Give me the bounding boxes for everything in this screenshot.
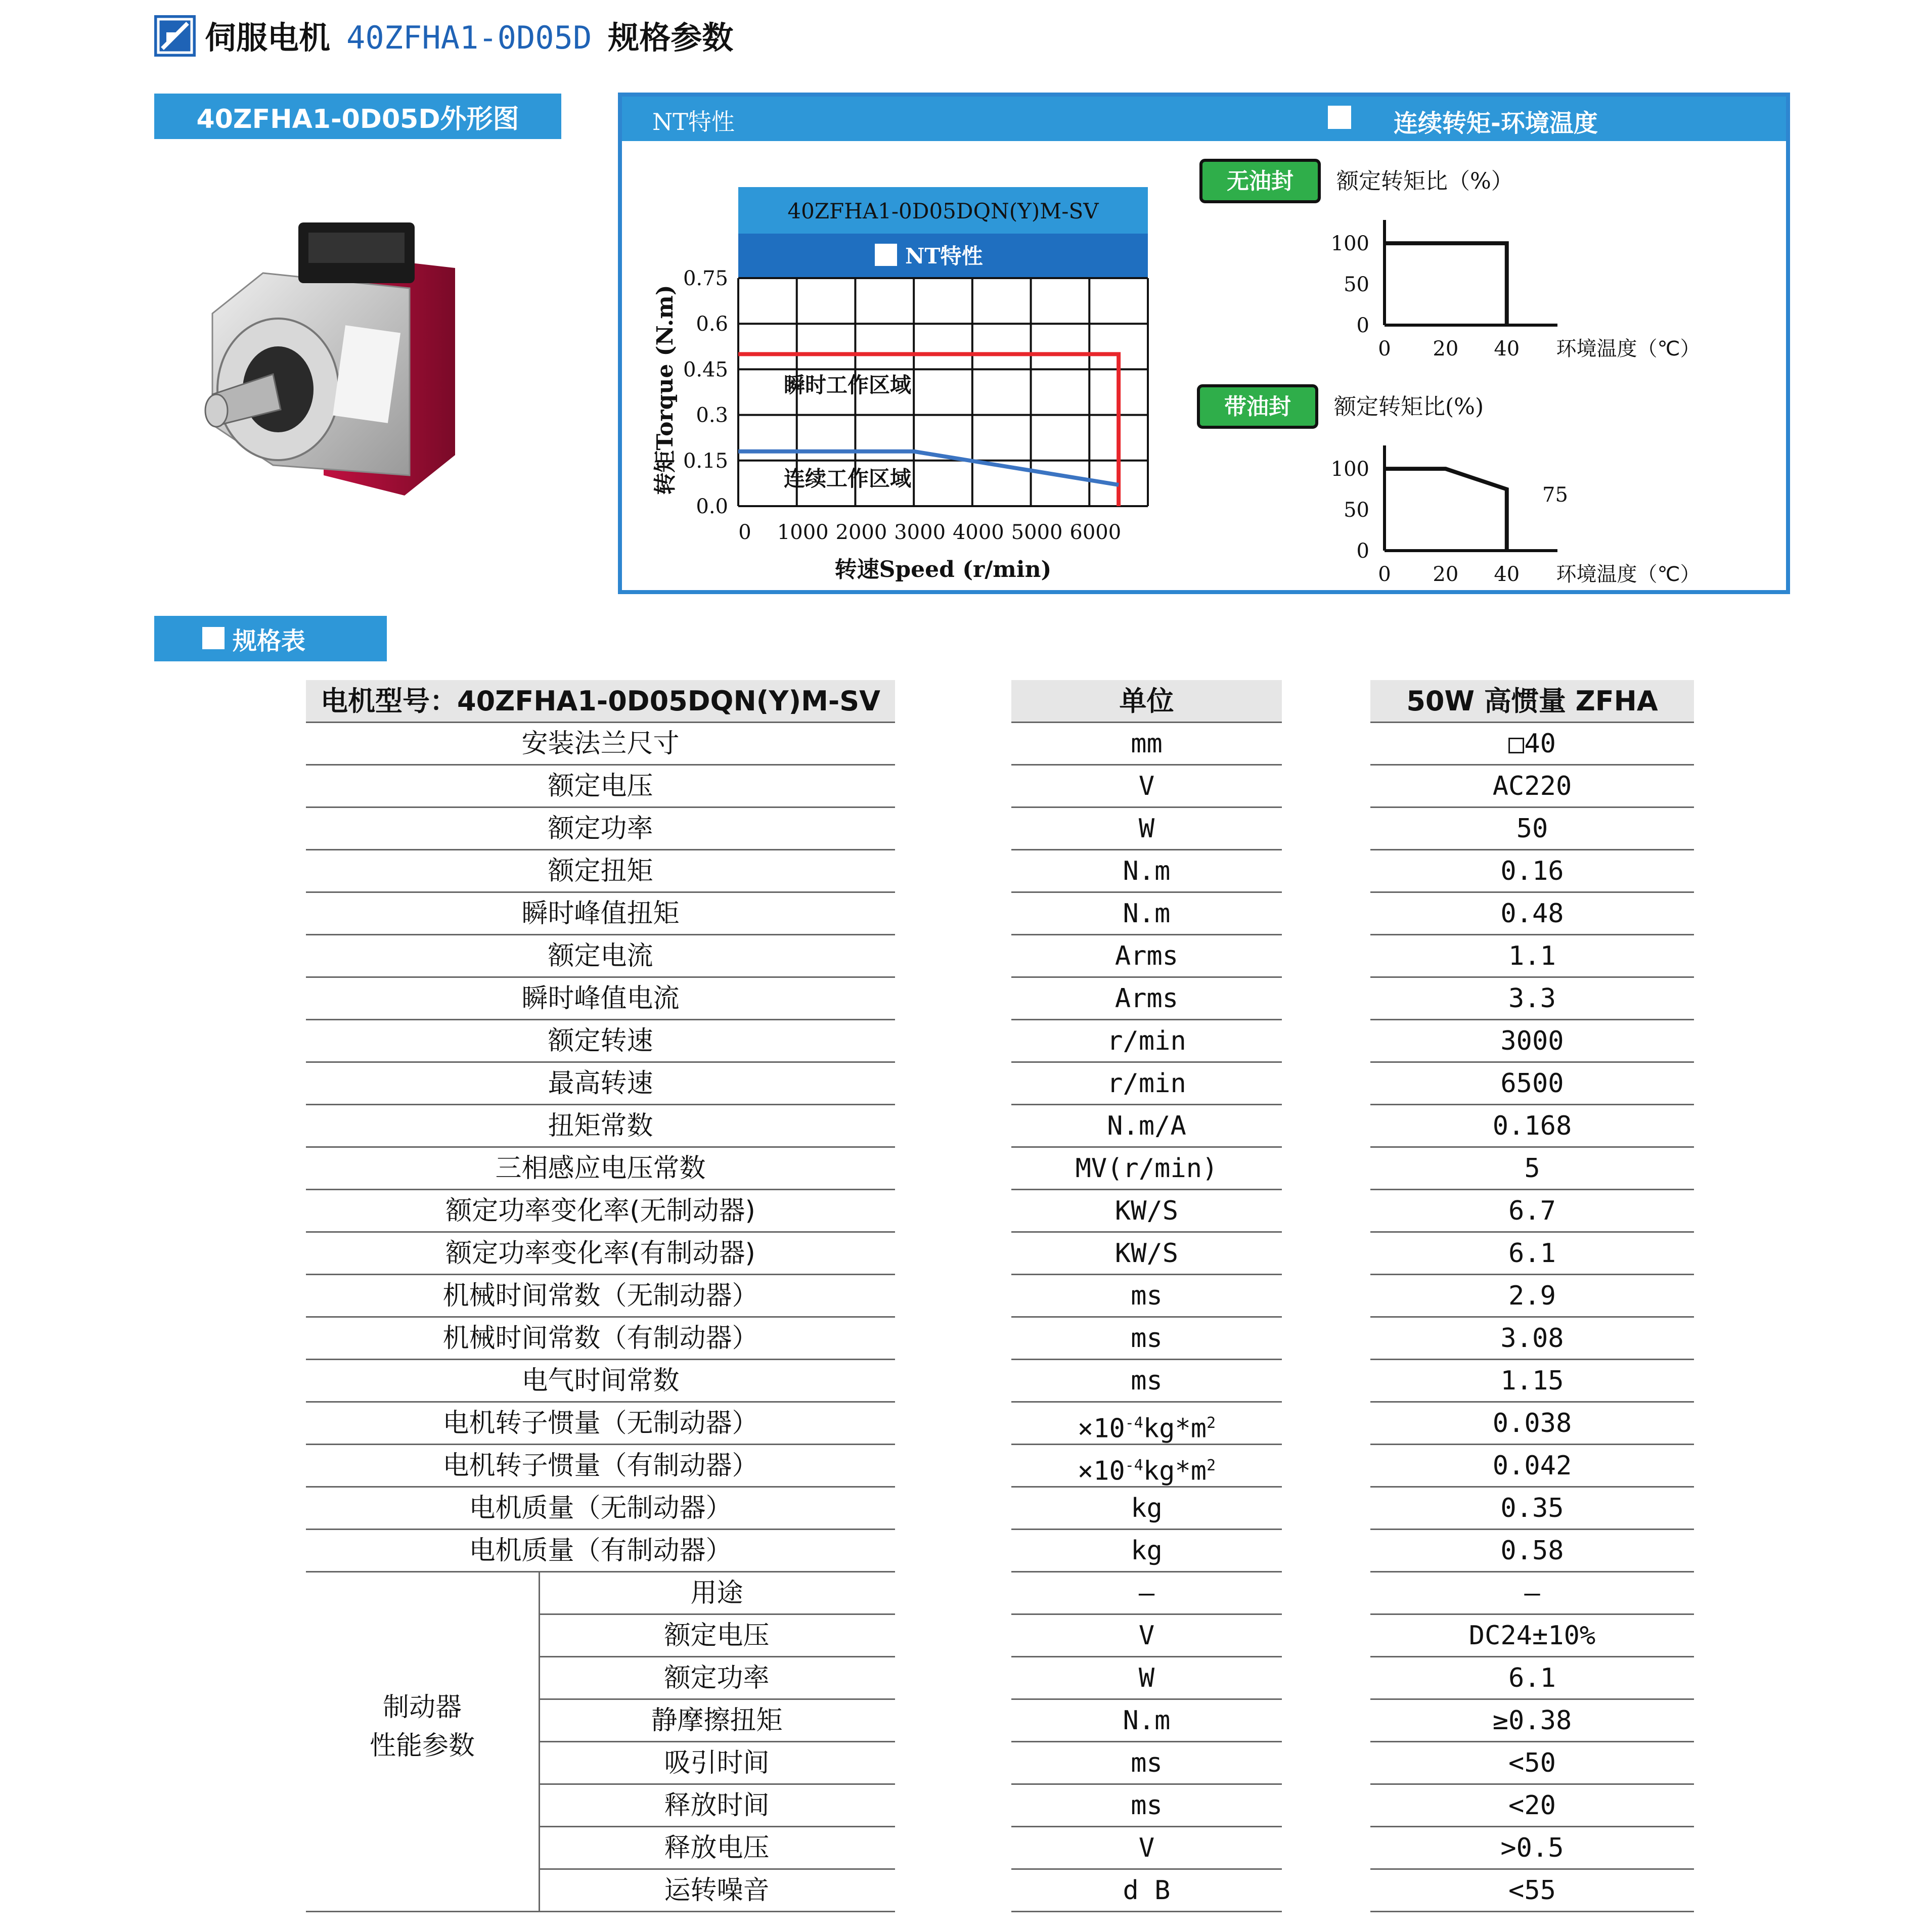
temp-annotation-2: 75 [1542,483,1568,507]
table-cell: N.m [1123,898,1171,929]
table-cell: 三相感应电压常数 [495,1153,706,1184]
table-cell: AC220 [1492,771,1572,801]
table-cell: 额定电压 [548,771,653,801]
table-cell: 0.16 [1500,856,1564,886]
table-cell: 额定功率变化率(有制动器) [445,1238,755,1269]
table-cell: W [1138,1663,1155,1693]
table-cell: 额定电压 [664,1621,770,1651]
table-cell: V [1138,771,1155,801]
table-cell: 安装法兰尺寸 [521,729,680,759]
nt-x-tick-label: 1000 [777,521,829,544]
table-header-cell: 单位 [1011,680,1282,723]
table-cell: 瞬时峰值电流 [521,983,680,1014]
nt-chart-title: 40ZFHA1-0D05DQN(Y)M-SV [787,199,1099,223]
table-cell: kg [1131,1536,1163,1566]
temp-y-tick-label-1: 100 [1330,232,1369,256]
table-cell: r/min [1107,1068,1186,1099]
table-cell: — [1138,1578,1155,1608]
table-cell: □40 [1508,729,1556,759]
temp-y-tick-label-2: 0 [1356,540,1369,563]
brake-group-label-line1: 制动器 [382,1692,462,1723]
table-cell: 额定电流 [548,941,653,971]
panel-right-title: 连续转矩-环境温度 [1394,109,1598,138]
table-cell: 额定功率 [548,814,653,844]
table-cell: 额定功率变化率(无制动器) [445,1196,755,1226]
table-cell: 1.1 [1508,941,1556,971]
table-cell: ms [1131,1790,1163,1821]
temp-y-tick-label-1: 0 [1356,314,1369,337]
outline-title: 40ZFHA1-0D05D外形图 [196,104,519,134]
table-cell: <50 [1508,1748,1556,1778]
temp-x-tick-label-2: 20 [1433,563,1459,586]
table-cell: ≥0.38 [1492,1705,1572,1736]
table-row-divider [1370,1911,1694,1912]
nt-chart-subtitle: NT特性 [905,244,983,268]
table-cell: 0.48 [1500,898,1564,929]
title-suffix: 规格参数 [608,19,734,56]
table-cell: 运转噪音 [664,1875,770,1906]
table-cell: 电机转子惯量（有制动器） [442,1451,758,1481]
table-cell: 6500 [1500,1068,1564,1099]
nt-x-tick-label: 0 [738,521,751,544]
table-cell: 机械时间常数（无制动器） [442,1281,758,1311]
table-cell: <20 [1508,1790,1556,1821]
table-cell: N.m [1123,856,1171,886]
table-cell: >0.5 [1500,1833,1564,1863]
temp-x-tick-label-2: 0 [1378,563,1391,586]
table-cell: 2.9 [1508,1281,1556,1311]
table-cell: 3.08 [1500,1323,1564,1354]
table-cell: 0.58 [1500,1536,1564,1566]
temp-y-tick-label-2: 100 [1330,458,1369,481]
nt-y-axis-label: 转矩Torque (N.m) [652,285,678,495]
table-cell: 额定扭矩 [548,856,653,886]
temp-x-tick-label-2: 40 [1494,563,1520,586]
temp-x-tick-label-1: 20 [1433,337,1459,361]
table-cell: V [1138,1621,1155,1651]
table-cell: 0.168 [1492,1111,1572,1141]
nt-y-tick-label: 0.3 [696,403,728,427]
table-header-cell: 50W 高惯量 ZFHA [1370,680,1694,723]
table-cell: DC24±10% [1468,1621,1596,1651]
table-cell: 额定功率 [664,1663,770,1693]
table-cell: kg [1131,1493,1163,1523]
table-cell: 吸引时间 [664,1748,770,1778]
nt-x-tick-label: 2000 [835,521,887,544]
nt-y-tick-label: 0.6 [696,312,728,336]
table-cell: <55 [1508,1875,1556,1906]
brake-group-label [306,1688,539,1765]
table-cell: mm [1131,729,1163,759]
table-cell: Arms [1114,983,1179,1014]
table-cell: N.m/A [1107,1111,1186,1141]
table-cell: 6.7 [1508,1196,1556,1226]
table-cell: 额定转速 [548,1026,653,1056]
temp-y-tick-label-2: 50 [1344,499,1369,522]
table-cell: 电气时间常数 [521,1366,680,1396]
table-cell: 用途 [690,1578,743,1608]
table-cell: 最高转速 [548,1068,653,1099]
table-cell: 释放电压 [664,1833,770,1863]
title-model: 40ZFHA1-0D05D [346,19,592,56]
nt-series-label-1: 连续工作区域 [784,466,912,491]
table-cell: 静摩擦扭矩 [651,1705,783,1736]
table-cell: 机械时间常数（有制动器） [442,1323,758,1354]
table-cell: 瞬时峰值扭矩 [521,898,680,929]
nt-x-tick-label: 4000 [952,521,1004,544]
nt-y-tick-label: 0.75 [683,267,728,290]
table-cell: r/min [1107,1026,1186,1056]
table-cell: 0.042 [1492,1451,1572,1481]
title-brand: 伺服电机 [205,19,331,56]
nt-series-label-0: 瞬时工作区域 [784,373,912,397]
table-cell: ms [1131,1748,1163,1778]
table-cell: N.m [1123,1705,1171,1736]
table-cell: MV(r/min) [1075,1153,1218,1184]
table-cell: 1.15 [1500,1366,1564,1396]
table-cell: 电机质量（无制动器） [469,1493,732,1523]
temp-y-axis-label-1: 额定转矩比（%） [1336,168,1513,194]
nt-x-axis-label: 转速Speed (r/min) [834,557,1052,582]
temp-x-tick-label-1: 0 [1378,337,1391,361]
nt-x-tick-label: 6000 [1069,521,1122,544]
brake-group-divider [539,1572,540,1912]
table-cell: d B [1123,1875,1171,1906]
table-cell: 3000 [1500,1026,1564,1056]
table-cell: 0.35 [1500,1493,1564,1523]
nt-x-tick-label: 3000 [894,521,946,544]
table-cell: V [1138,1833,1155,1863]
table-cell: 电机质量（有制动器） [469,1536,732,1566]
nt-y-tick-label: 0.15 [683,449,728,473]
temp-y-tick-label-1: 50 [1344,273,1369,297]
table-cell: 释放时间 [664,1790,770,1821]
table-cell: 50 [1516,814,1548,844]
table-cell: KW/S [1114,1196,1179,1226]
table-cell: 5 [1524,1153,1540,1184]
table-cell: $\times 10^{-4}kg*m^2$ [1077,1413,1216,1444]
table-cell: W [1138,814,1155,844]
spec-title: 规格表 [233,626,306,655]
table-cell: KW/S [1114,1238,1179,1269]
temp-tag-1: 无油封 [1227,168,1293,194]
nt-x-tick-label: 5000 [1011,521,1063,544]
table-cell: 6.1 [1508,1238,1556,1269]
table-row-divider [1011,1911,1282,1912]
table-row-divider [306,1911,895,1912]
temp-y-axis-label-2: 额定转矩比(%) [1334,394,1484,420]
table-cell: 3.3 [1508,983,1556,1014]
table-cell: ms [1131,1281,1163,1311]
table-cell: $\times 10^{-4}kg*m^2$ [1077,1456,1216,1487]
table-cell: ms [1131,1366,1163,1396]
table-header-cell: 电机型号：40ZFHA1-0D05DQN(Y)M-SV [306,680,895,723]
nt-y-tick-label: 0.45 [683,358,728,382]
temp-x-tick-label-1: 40 [1494,337,1520,361]
table-cell: 扭矩常数 [548,1111,653,1141]
table-cell: ms [1131,1323,1163,1354]
temp-tag-2: 带油封 [1224,394,1291,420]
table-cell: 6.1 [1508,1663,1556,1693]
table-cell: — [1524,1578,1540,1608]
brake-group-label-line2: 性能参数 [369,1731,475,1761]
nt-y-tick-label: 0.0 [696,495,728,518]
panel-left-title: NT特性 [652,108,735,136]
table-cell: 电机转子惯量（无制动器） [442,1408,758,1439]
temp-x-axis-label-1: 环境温度（℃） [1556,337,1701,361]
table-cell: Arms [1114,941,1179,971]
temp-x-axis-label-2: 环境温度（℃） [1556,563,1701,586]
table-cell: 0.038 [1492,1408,1572,1439]
